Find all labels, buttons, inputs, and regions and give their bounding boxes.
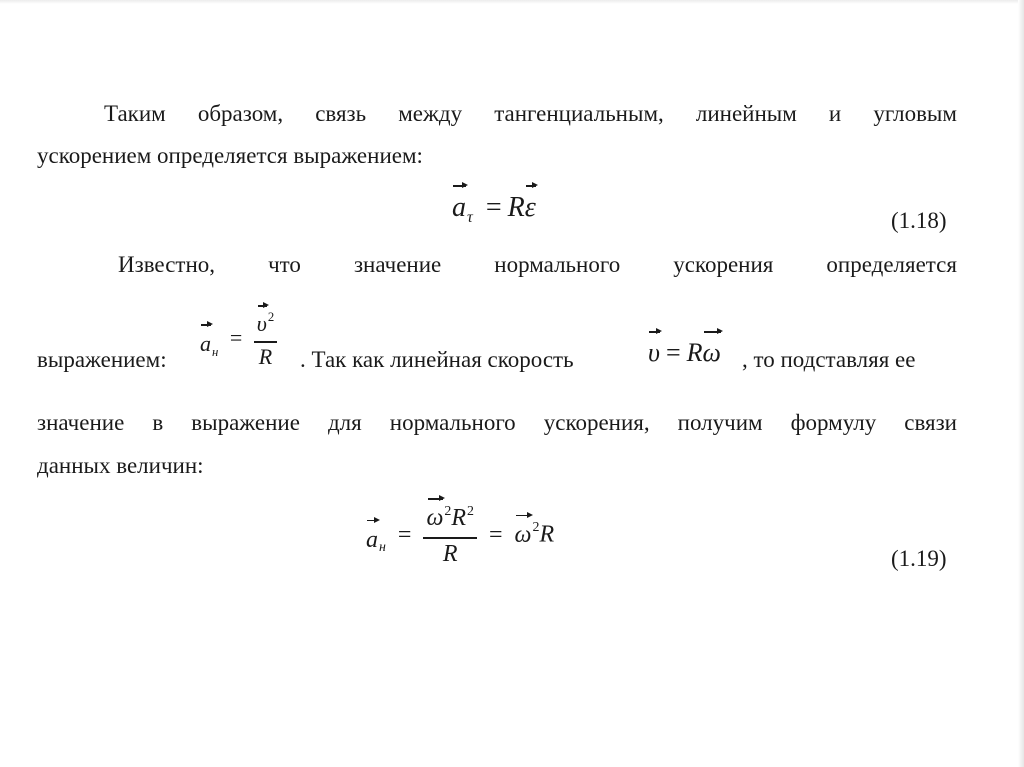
vector-a: a xyxy=(366,526,378,553)
word: нормального xyxy=(494,252,621,277)
word: нормального xyxy=(389,410,516,435)
equals-sign: = xyxy=(397,521,412,548)
power-2: 2 xyxy=(267,310,275,325)
vector-v: υ xyxy=(648,338,660,367)
subscript-n: н xyxy=(212,344,219,359)
equals-sign: = xyxy=(485,192,502,223)
vector-omega: ω xyxy=(514,521,532,548)
equals-sign: = xyxy=(488,521,503,548)
slide-right-edge xyxy=(1018,0,1024,767)
word: в xyxy=(152,410,164,435)
slide-top-edge xyxy=(0,0,1024,4)
vector-omega: ω xyxy=(702,338,721,367)
vector-a: a xyxy=(200,331,211,357)
word: что xyxy=(268,252,301,277)
subscript-tau: τ xyxy=(467,207,473,226)
word: связи xyxy=(904,410,957,435)
symbol-r: R xyxy=(539,521,555,548)
equation-1-19 xyxy=(366,505,554,567)
equation-1-18 xyxy=(452,192,536,224)
equals-sign: = xyxy=(229,325,243,351)
word: Таким xyxy=(104,101,166,126)
word: и xyxy=(828,101,842,126)
word: ускорения, xyxy=(543,410,650,435)
word: Известно, xyxy=(118,252,216,277)
fraction xyxy=(254,312,277,369)
denominator-r: R xyxy=(258,343,273,369)
power-2: 2 xyxy=(467,503,474,519)
fraction xyxy=(423,505,477,567)
word: значение xyxy=(37,410,125,435)
denominator-r: R xyxy=(442,540,458,567)
word: угловым xyxy=(873,101,957,126)
word: выражение xyxy=(191,410,300,435)
power-2: 2 xyxy=(532,520,540,536)
fraction-bar xyxy=(423,537,477,538)
word: значение xyxy=(353,252,442,277)
formula-normal-acceleration xyxy=(200,312,277,369)
word: связь xyxy=(315,101,367,126)
equation-number-1-19: (1.19) xyxy=(891,546,947,571)
power-2: 2 xyxy=(444,503,452,519)
vector-epsilon: ε xyxy=(524,192,536,223)
subscript-n: н xyxy=(379,540,386,556)
fraction-bar xyxy=(254,341,277,342)
symbol-r: R xyxy=(507,192,525,223)
paragraph2-line3 xyxy=(37,409,957,437)
paragraph2-line1 xyxy=(118,251,957,279)
word: для xyxy=(327,410,362,435)
equals-sign: = xyxy=(665,338,681,367)
vector-a: a xyxy=(452,192,466,223)
paragraph2-line2-prefix: выражением: xyxy=(37,347,167,372)
word: линейным xyxy=(695,101,797,126)
vector-omega: ω xyxy=(426,505,444,531)
word: формулу xyxy=(790,410,877,435)
paragraph2-line2-middle: . Так как линейная скорость xyxy=(300,347,574,372)
word: определяется xyxy=(826,252,957,277)
word: ускорения xyxy=(673,252,774,277)
word: между xyxy=(398,101,463,126)
vector-v: υ xyxy=(256,311,267,336)
symbol-r: R xyxy=(686,338,703,367)
paragraph2-line2-suffix: , то подставляя ее xyxy=(742,347,916,372)
paragraph1-line1 xyxy=(104,100,957,128)
word: получим xyxy=(677,410,763,435)
paragraph2-line4: данных величин: xyxy=(37,453,204,478)
symbol-r: R xyxy=(451,505,467,531)
paragraph1-line2: ускорением определяется выражением: xyxy=(37,143,423,168)
word: тангенциальным, xyxy=(494,101,664,126)
formula-linear-velocity xyxy=(648,338,721,368)
equation-number-1-18: (1.18) xyxy=(891,208,947,233)
word: образом, xyxy=(197,101,284,126)
